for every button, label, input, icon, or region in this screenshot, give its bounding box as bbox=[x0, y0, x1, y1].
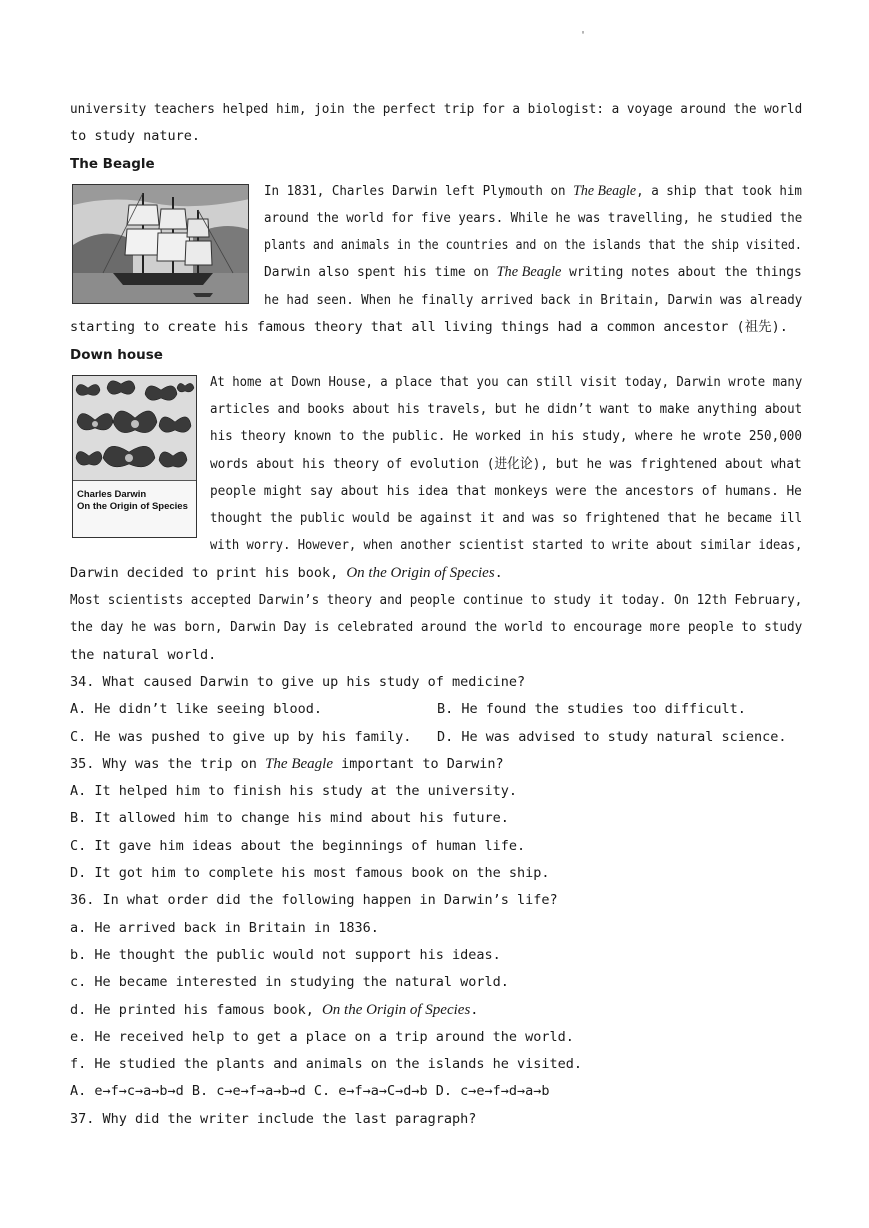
intro-line-1: university teachers helped him, join the perfect trip for a biologist: a voyage around the world bbox=[70, 101, 803, 117]
question-34-option-b: B. He found the studies too difficult. bbox=[437, 701, 746, 717]
book-cover-author: Charles Darwin bbox=[77, 489, 147, 500]
question-35-option-c: C. It gave him ideas about the beginnings of human life. bbox=[70, 838, 526, 854]
beagle-line-3: plants and animals in the countries and on the islands that the ship visited. bbox=[264, 237, 802, 253]
beagle-line-2: around the world for five years. While he was travelling, he studied the bbox=[264, 210, 803, 226]
question-36-event-d: d. He printed his famous book, On the Origin of Species. bbox=[70, 1002, 479, 1018]
beagle-line-4: Darwin also spent his time on The Beagle writing notes about the things bbox=[264, 264, 802, 280]
closing-line-1: Most scientists accepted Darwin’s theory and people continue to study it today. On 12th February, bbox=[70, 592, 803, 608]
question-36-event-f: f. He studied the plants and animals on the islands he visited. bbox=[70, 1056, 583, 1072]
question-36-event-e: e. He received help to get a place on a trip around the world. bbox=[70, 1029, 574, 1045]
question-35-option-b: B. It allowed him to change his mind about his future. bbox=[70, 810, 509, 826]
beagle-line-6: starting to create his famous theory that all living things had a common ancestor (祖先). bbox=[70, 319, 788, 335]
origin-of-species-book-cover bbox=[72, 375, 197, 538]
question-34-option-a: A. He didn’t like seeing blood. bbox=[70, 701, 322, 717]
question-34-stem: 34. What caused Darwin to give up his study of medicine? bbox=[70, 674, 526, 690]
down-house-line-6: thought the public would be against it and was so frightened that he became ill bbox=[210, 510, 803, 526]
down-house-line-4: words about his theory of evolution (进化论), but he was frightened about what bbox=[210, 456, 802, 472]
ship-icon bbox=[73, 185, 249, 304]
question-36-options: A. e→f→c→a→b→d B. c→e→f→a→b→d C. e→f→a→C→d→b D. c→e→f→d→a→b bbox=[70, 1083, 550, 1099]
down-house-line-5: people might say about his idea that monkeys were the ancestors of humans. He bbox=[210, 483, 802, 499]
question-36-event-a: a. He arrived back in Britain in 1836. bbox=[70, 920, 379, 936]
question-35-option-d: D. It got him to complete his most famous book on the ship. bbox=[70, 865, 550, 881]
closing-line-3: the natural world. bbox=[70, 647, 217, 663]
question-37-stem: 37. Why did the writer include the last paragraph? bbox=[70, 1111, 477, 1127]
down-house-line-1: At home at Down House, a place that you can still visit today, Darwin wrote many bbox=[210, 374, 803, 390]
question-34-option-d: D. He was advised to study natural science. bbox=[437, 729, 787, 745]
section-heading-down-house: Down house bbox=[70, 347, 163, 363]
intro-line-2: to study nature. bbox=[70, 128, 201, 144]
section-heading-beagle: The Beagle bbox=[70, 156, 155, 172]
question-34-option-c: C. He was pushed to give up by his family. bbox=[70, 729, 412, 745]
down-house-line-2: articles and books about his travels, but he didn’t want to make anything about bbox=[210, 401, 803, 417]
down-house-line-3: his theory known to the public. He worked in his study, where he wrote 250,000 bbox=[210, 428, 802, 444]
book-cover-title: On the Origin of Species bbox=[77, 501, 188, 512]
down-house-line-7: with worry. However, when another scientist started to write about similar ideas, bbox=[210, 537, 803, 553]
page-mark: ' bbox=[580, 30, 587, 41]
question-36-event-b: b. He thought the public would not support his ideas. bbox=[70, 947, 501, 963]
butterfly-icon bbox=[73, 376, 197, 480]
question-35-option-a: A. It helped him to finish his study at the university. bbox=[70, 783, 518, 799]
down-house-line-8: Darwin decided to print his book, On the Origin of Species. bbox=[70, 565, 503, 581]
closing-line-2: the day he was born, Darwin Day is celebrated around the world to encourage more people to study bbox=[70, 619, 803, 635]
question-36-stem: 36. In what order did the following happen in Darwin’s life? bbox=[70, 892, 558, 908]
beagle-line-5: he had seen. When he finally arrived back in Britain, Darwin was already bbox=[264, 292, 803, 308]
beagle-ship-illustration bbox=[72, 184, 249, 304]
beagle-line-1: In 1831, Charles Darwin left Plymouth on The Beagle, a ship that took him bbox=[264, 183, 802, 199]
book-cover-title-panel bbox=[73, 480, 197, 538]
question-36-event-c: c. He became interested in studying the natural world. bbox=[70, 974, 509, 990]
question-35-stem: 35. Why was the trip on The Beagle important to Darwin? bbox=[70, 756, 504, 772]
